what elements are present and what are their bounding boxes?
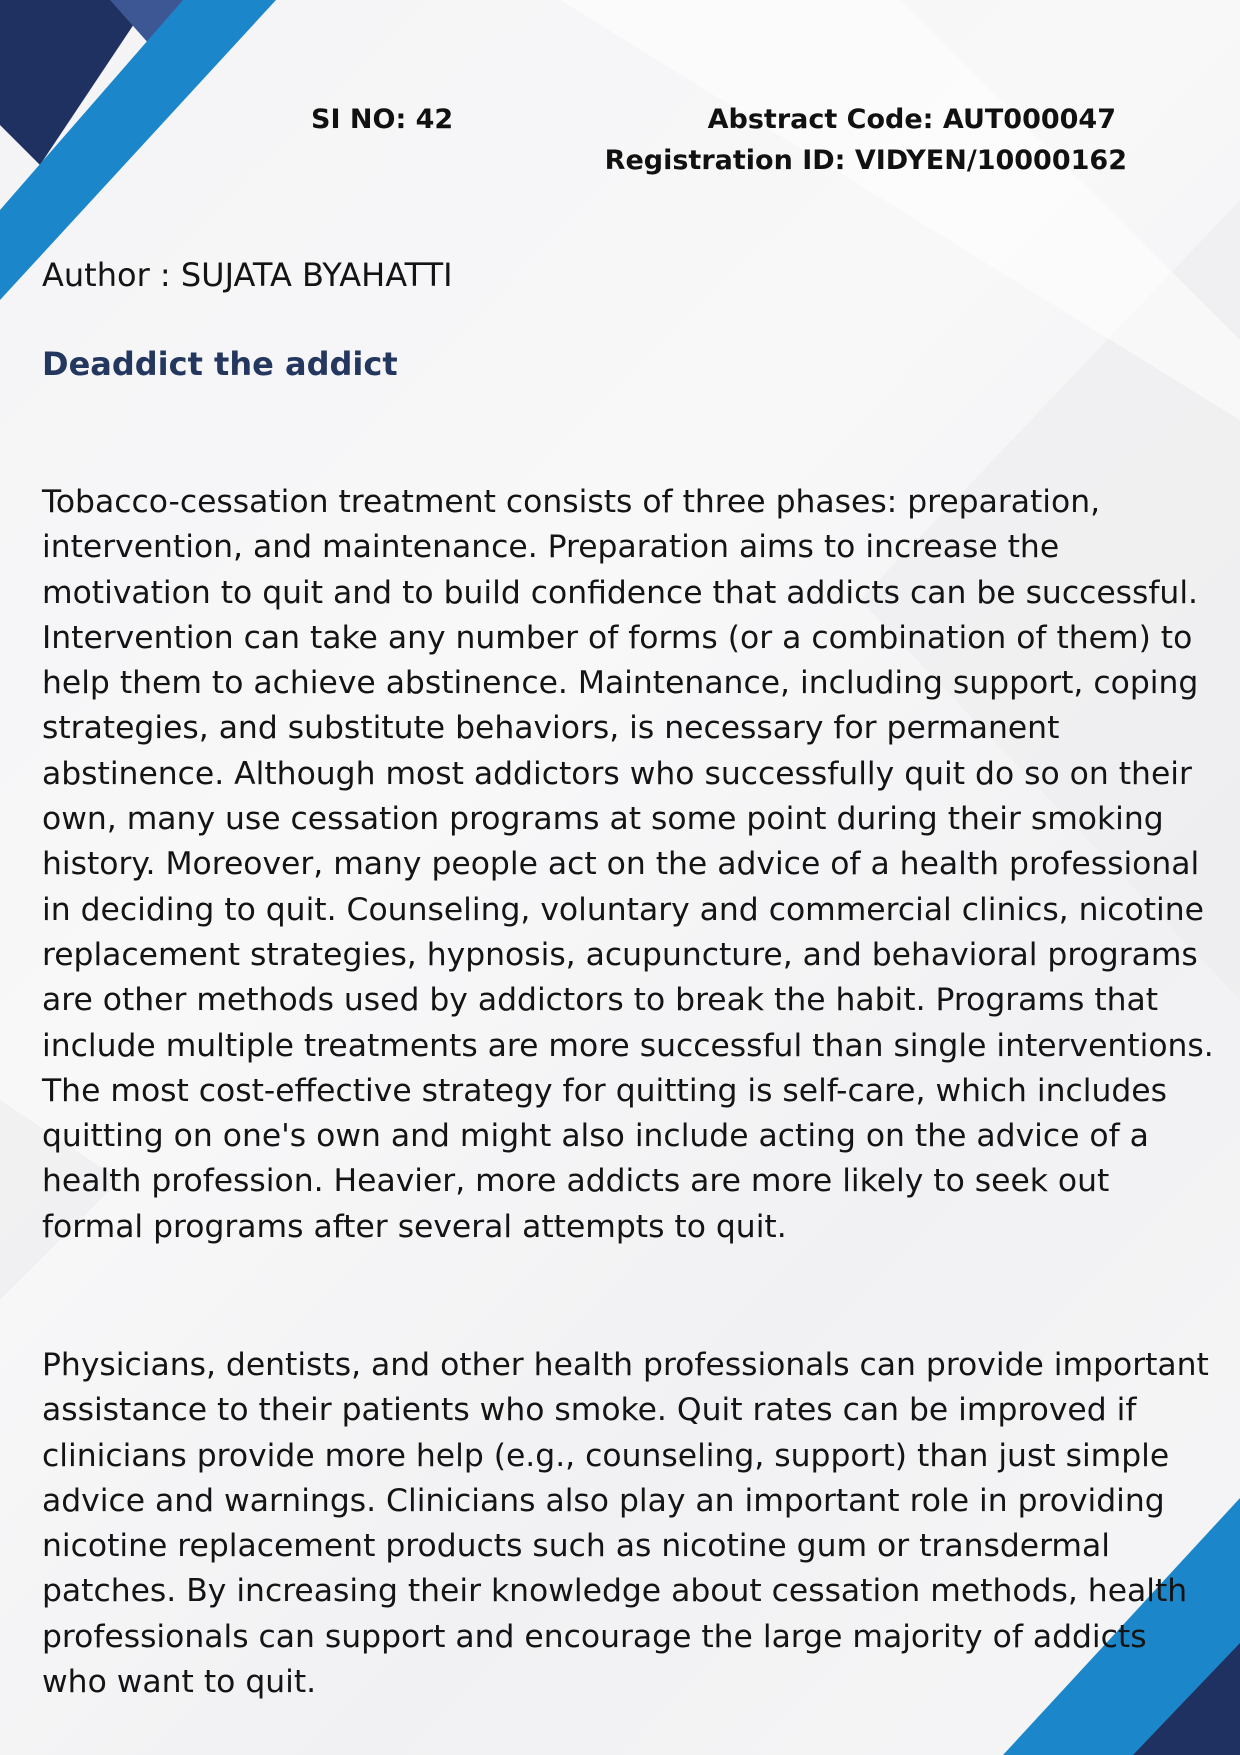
- si-number: SI NO: 42: [311, 104, 454, 135]
- body-paragraph-1: Tobacco-cessation treatment consists of three phases: preparation, intervention, and maintenance. Preparation aims to increase the motivation to quit and to build confidence that addicts can be successful. Intervention can take any number of forms (or a combination of them) to help them to achieve abstinence. Maintenance, including support, coping strategies, and substitute behaviors, is necessary for permanent abstinence. Although most addictors who successfully quit do so on their own, many use cessation programs at some point during their smoking history. Moreover, many people act on the advice of a health professional in deciding to quit. Counseling, voluntary and commercial clinics, nicotine replacement strategies, hypnosis, acupuncture, and behavioral programs are other methods used by addictors to break the habit. Programs that include multiple treatments are more successful than single interventions. The most cost-effective strategy for quitting is self-care, which includes quitting on one's own and might also include acting on the advice of a health profession. Heavier, more addicts are more likely to seek out formal programs after several attempts to quit.: [42, 484, 1214, 1245]
- abstract-code: Abstract Code: AUT000047: [707, 104, 1116, 135]
- abstract-title: Deaddict the addict: [42, 345, 398, 383]
- body-paragraph-2: Physicians, dentists, and other health professionals can provide important assistance to their patients who smoke. Quit rates can be improved if clinicians provide more help (e.g., counseling, support) than just simple advice and warnings. Clinicians also play an important role in providing nicotine replacement products such as nicotine gum or transdermal patches. By increasing their knowledge about cessation methods, health professionals can support and encourage the large majority of addicts who want to quit.: [42, 1347, 1209, 1701]
- author-line: Author : SUJATA BYAHATTI: [42, 256, 453, 294]
- bg-facet-top: [560, 0, 1240, 420]
- registration-id: Registration ID: VIDYEN/10000162: [604, 145, 1127, 176]
